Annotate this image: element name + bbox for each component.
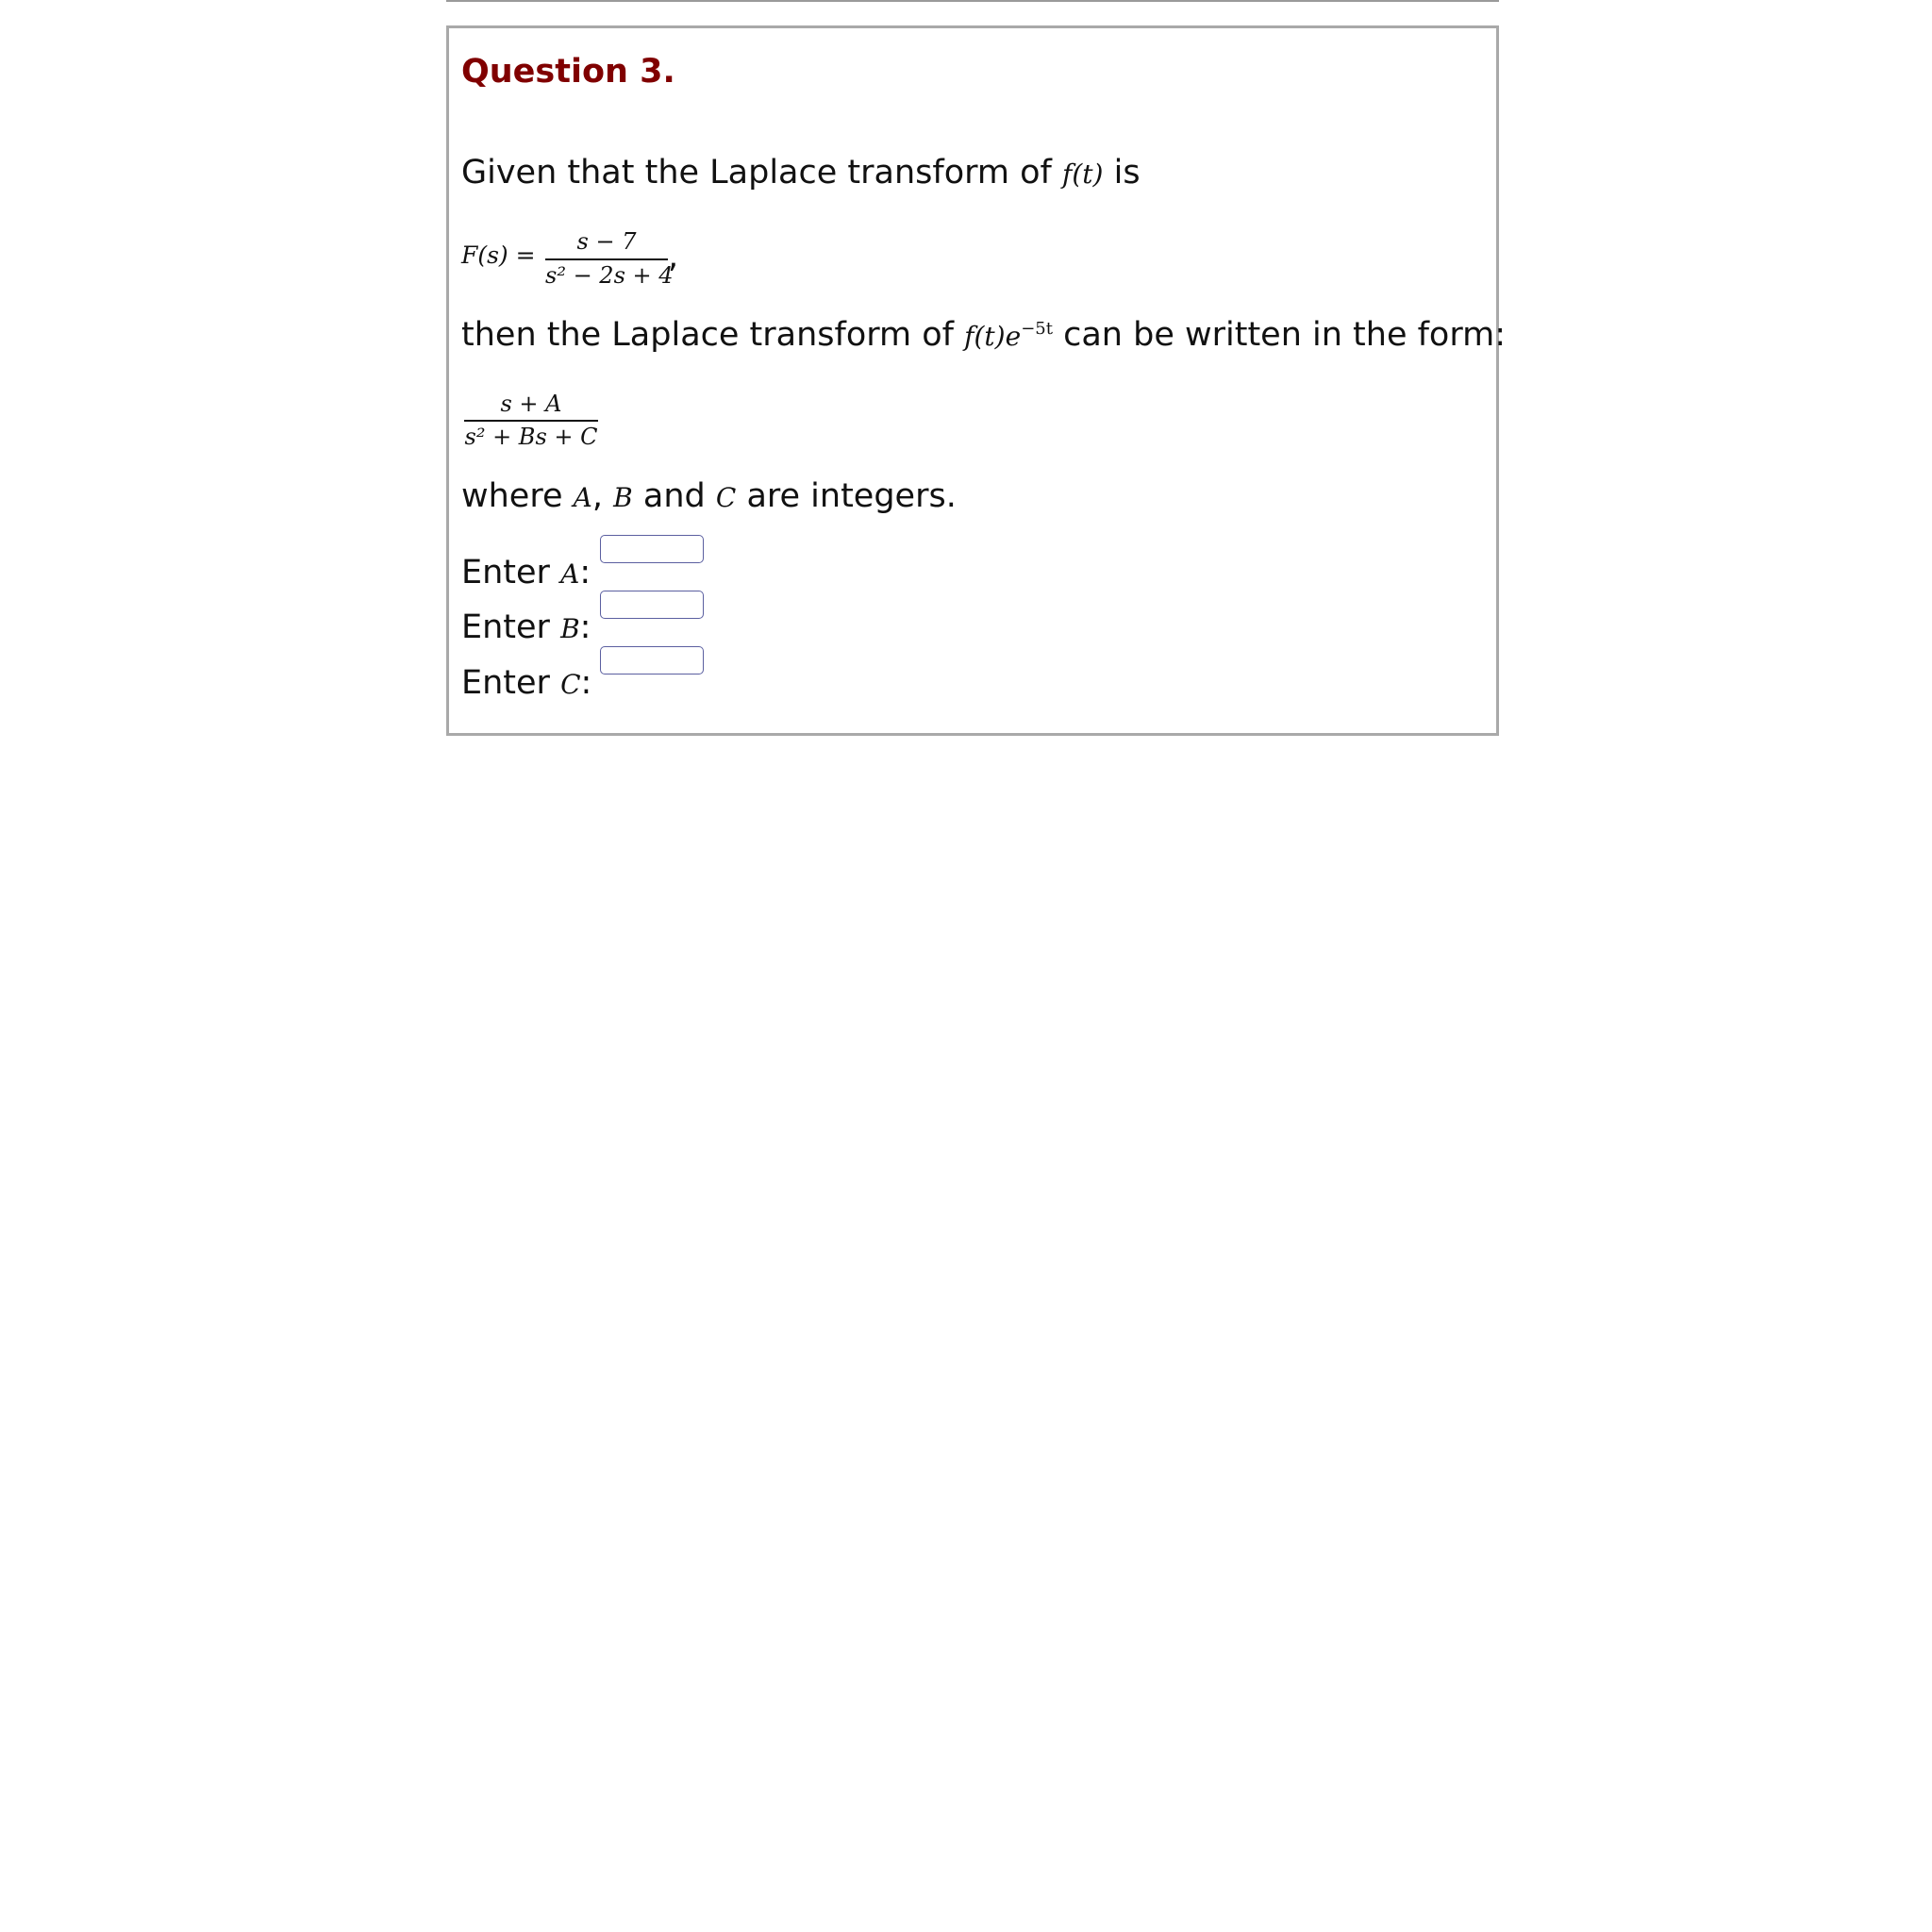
- enter-b-colon: :: [579, 608, 591, 646]
- answer-c-input[interactable]: [600, 646, 704, 675]
- var-a: A: [573, 482, 592, 513]
- given-fraction-bar: [545, 258, 668, 260]
- answer-a-input[interactable]: [600, 535, 704, 563]
- given-comma: ,: [668, 238, 679, 275]
- where-and: and: [642, 477, 706, 515]
- then-function-base: f(t)e: [964, 321, 1022, 352]
- intro-line: [461, 153, 1141, 192]
- then-suffix: can be written in the form:: [1063, 316, 1507, 354]
- answer-b-input[interactable]: [600, 591, 704, 619]
- enter-b-var: B: [560, 613, 580, 644]
- var-c: C: [715, 482, 737, 513]
- form-numerator: s + A: [500, 391, 562, 417]
- enter-a-label: Enter: [461, 554, 550, 591]
- intro-text: Given that the Laplace transform of: [461, 154, 1052, 192]
- var-b: B: [613, 482, 633, 513]
- enter-c-colon: :: [580, 664, 592, 702]
- enter-b-label: Enter: [461, 608, 550, 646]
- enter-c-row: [461, 663, 591, 703]
- then-line: [461, 315, 1506, 355]
- then-exponent: −5t: [1021, 319, 1053, 339]
- where-suffix: are integers.: [746, 477, 957, 515]
- question-title: Question 3.: [461, 53, 675, 91]
- intro-function: f(t): [1062, 158, 1104, 190]
- where-prefix: where: [461, 477, 563, 515]
- given-denominator: s² − 2s + 4: [545, 262, 674, 289]
- then-function: [964, 321, 1053, 352]
- enter-a-row: [461, 553, 591, 592]
- where-comma: ,: [591, 477, 604, 515]
- where-line: [461, 476, 957, 516]
- then-prefix: then the Laplace transform of: [461, 316, 954, 354]
- given-numerator: s − 7: [576, 228, 637, 255]
- form-fraction-bar: [464, 420, 598, 422]
- enter-c-label: Enter: [461, 664, 550, 702]
- enter-b-row: [461, 608, 591, 647]
- form-denominator: s² + Bs + C: [464, 424, 598, 450]
- intro-suffix: is: [1113, 154, 1141, 192]
- given-lhs: F(s) =: [461, 242, 536, 269]
- enter-a-colon: :: [579, 554, 591, 591]
- question-box: [446, 25, 1507, 736]
- enter-c-var: C: [560, 669, 581, 700]
- enter-a-var: A: [560, 558, 580, 590]
- top-rule: [446, 0, 1499, 2]
